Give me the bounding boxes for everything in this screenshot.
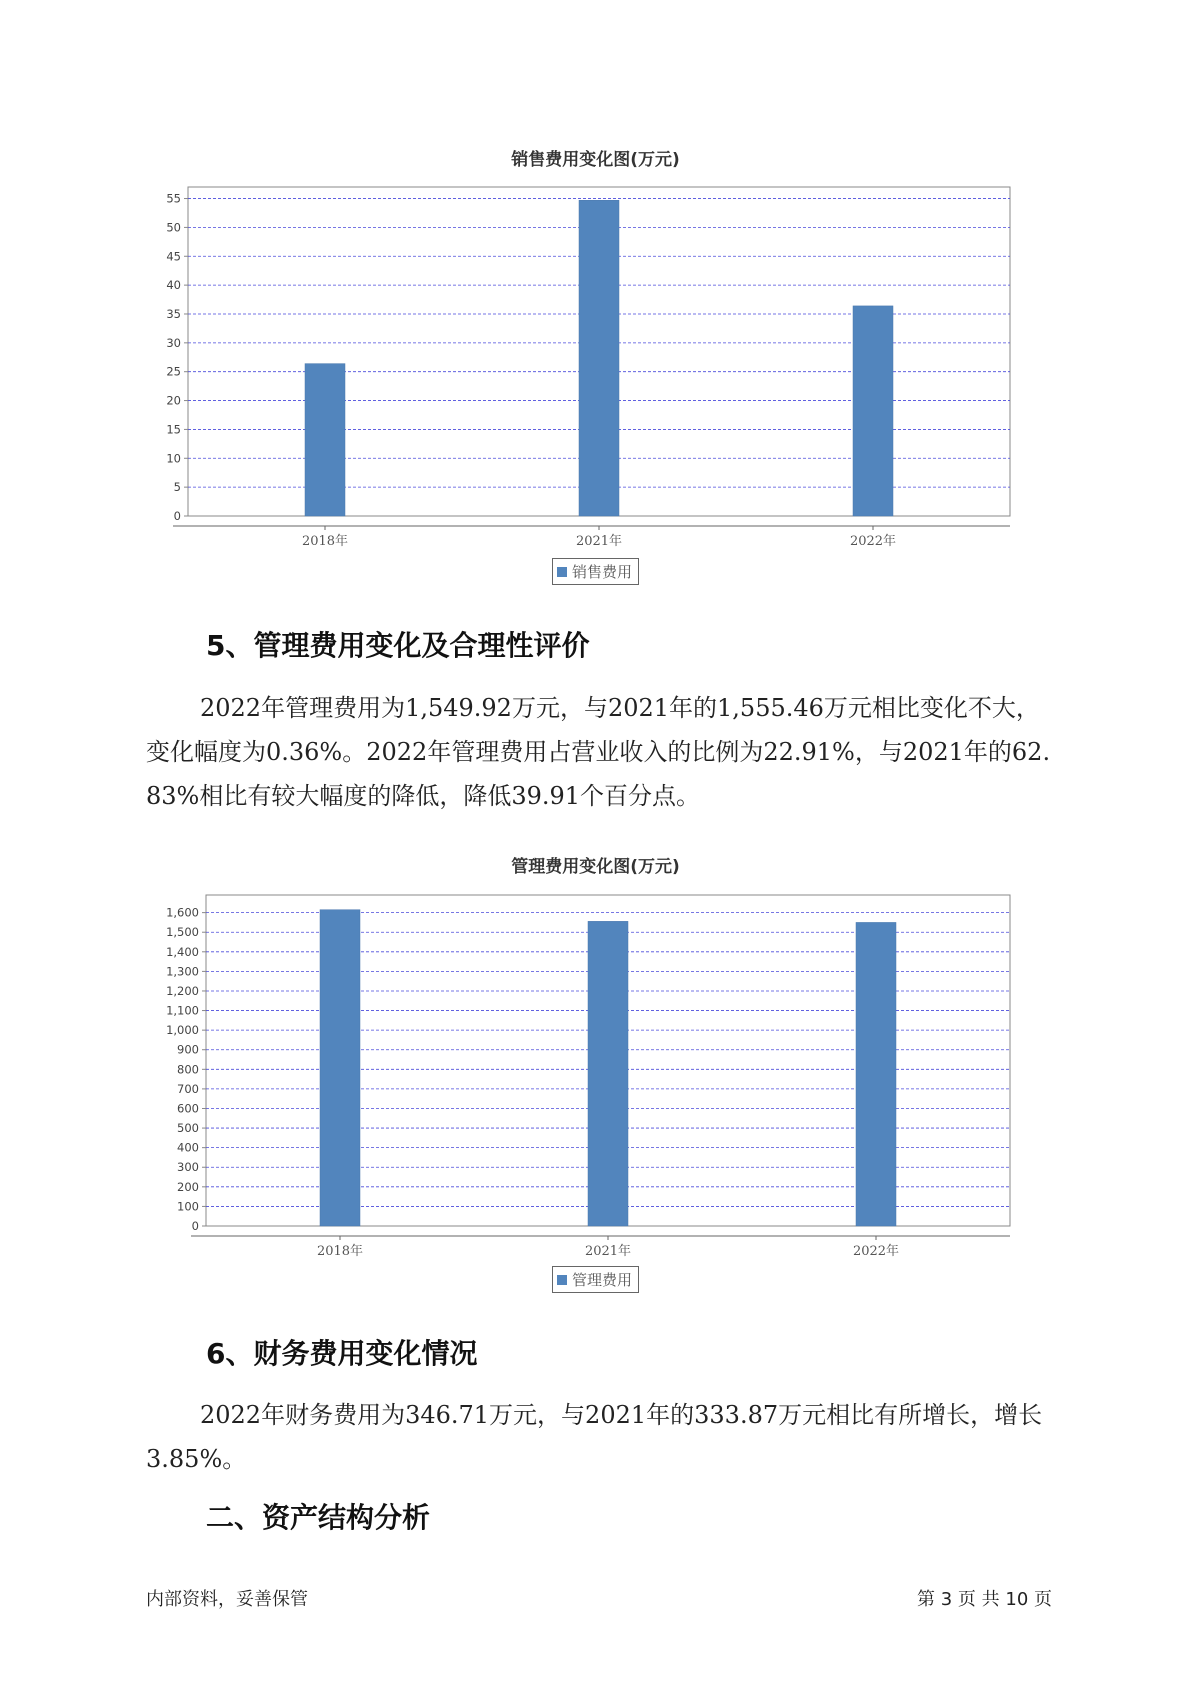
y-tick-label: 50	[166, 220, 181, 235]
bar-2018年	[305, 364, 345, 516]
section5-heading: 5、管理费用变化及合理性评价	[206, 629, 590, 662]
y-tick-label: 40	[166, 278, 181, 293]
section-two-heading: 二、资产结构分析	[206, 1501, 431, 1534]
chart1-legend-label: 销售费用	[572, 563, 633, 581]
y-tick-label: 900	[177, 1042, 199, 1057]
y-tick-label: 1,500	[166, 925, 199, 940]
y-tick-label: 600	[177, 1101, 199, 1116]
y-tick-label: 0	[191, 1219, 199, 1233]
sales-expense-bar-chart	[140, 180, 1040, 549]
chart2-legend-label: 管理费用	[572, 1271, 633, 1289]
y-tick-label: 100	[177, 1199, 199, 1214]
y-tick-label: 1,100	[166, 1003, 199, 1018]
x-tick-label: 2022年	[852, 1244, 900, 1259]
y-tick-label: 10	[166, 451, 181, 466]
admin-expense-bar-chart	[140, 888, 1040, 1259]
y-tick-label: 400	[177, 1140, 199, 1155]
y-tick-label: 1,200	[166, 983, 199, 998]
y-tick-label: 5	[173, 480, 181, 495]
footer-confidential-note: 内部资料，妥善保管	[146, 1589, 308, 1610]
chart1-legend	[552, 558, 639, 585]
y-tick-label: 25	[166, 364, 181, 379]
y-tick-label: 15	[166, 422, 181, 437]
x-tick-label: 2021年	[584, 1244, 632, 1259]
chart2-title: 管理费用变化图(万元)	[511, 857, 680, 877]
y-tick-label: 20	[166, 393, 181, 408]
x-tick-label: 2021年	[575, 534, 623, 549]
chart2-container	[140, 888, 1040, 1259]
y-tick-label: 800	[177, 1062, 199, 1077]
section5-paragraph: 2022年管理费用为1,549.92万元，与2021年的1,555.46万元相比变化不大，变化幅度为0.36%。2022年管理费用占营业收入的比例为22.91%，与2021年的62.83%相比有较大幅度的降低，降低39.91个百分点。	[146, 694, 1051, 810]
section6-paragraph: 2022年财务费用为346.71万元，与2021年的333.87万元相比有所增长，增长3.85%。	[146, 1401, 1043, 1473]
y-tick-label: 0	[173, 509, 181, 523]
legend-swatch-admin	[557, 1275, 567, 1285]
y-tick-label: 500	[177, 1121, 199, 1136]
chart2-legend	[552, 1266, 639, 1293]
x-tick-label: 2018年	[316, 1244, 364, 1259]
chart1-container	[140, 180, 1040, 549]
footer-page-number: 第 3 页 共 10 页	[917, 1589, 1052, 1610]
y-tick-label: 45	[166, 249, 181, 264]
section6-heading: 6、财务费用变化情况	[206, 1337, 478, 1370]
bar-2021年	[588, 921, 628, 1226]
y-tick-label: 1,000	[166, 1023, 199, 1038]
x-tick-label: 2018年	[301, 534, 349, 549]
x-tick-label: 2022年	[849, 534, 897, 549]
y-tick-label: 1,600	[166, 905, 199, 920]
chart1-title: 销售费用变化图(万元)	[511, 150, 680, 170]
y-tick-label: 700	[177, 1081, 199, 1096]
y-tick-label: 1,400	[166, 944, 199, 959]
bar-2018年	[320, 910, 360, 1226]
legend-swatch-sales	[557, 567, 567, 577]
bar-2022年	[856, 922, 896, 1226]
y-tick-label: 200	[177, 1179, 199, 1194]
bar-2021年	[579, 200, 619, 516]
y-tick-label: 30	[166, 335, 181, 350]
bar-2022年	[853, 306, 893, 516]
y-tick-label: 35	[166, 306, 181, 321]
y-tick-label: 55	[166, 191, 181, 206]
y-tick-label: 1,300	[166, 964, 199, 979]
y-tick-label: 300	[177, 1160, 199, 1175]
